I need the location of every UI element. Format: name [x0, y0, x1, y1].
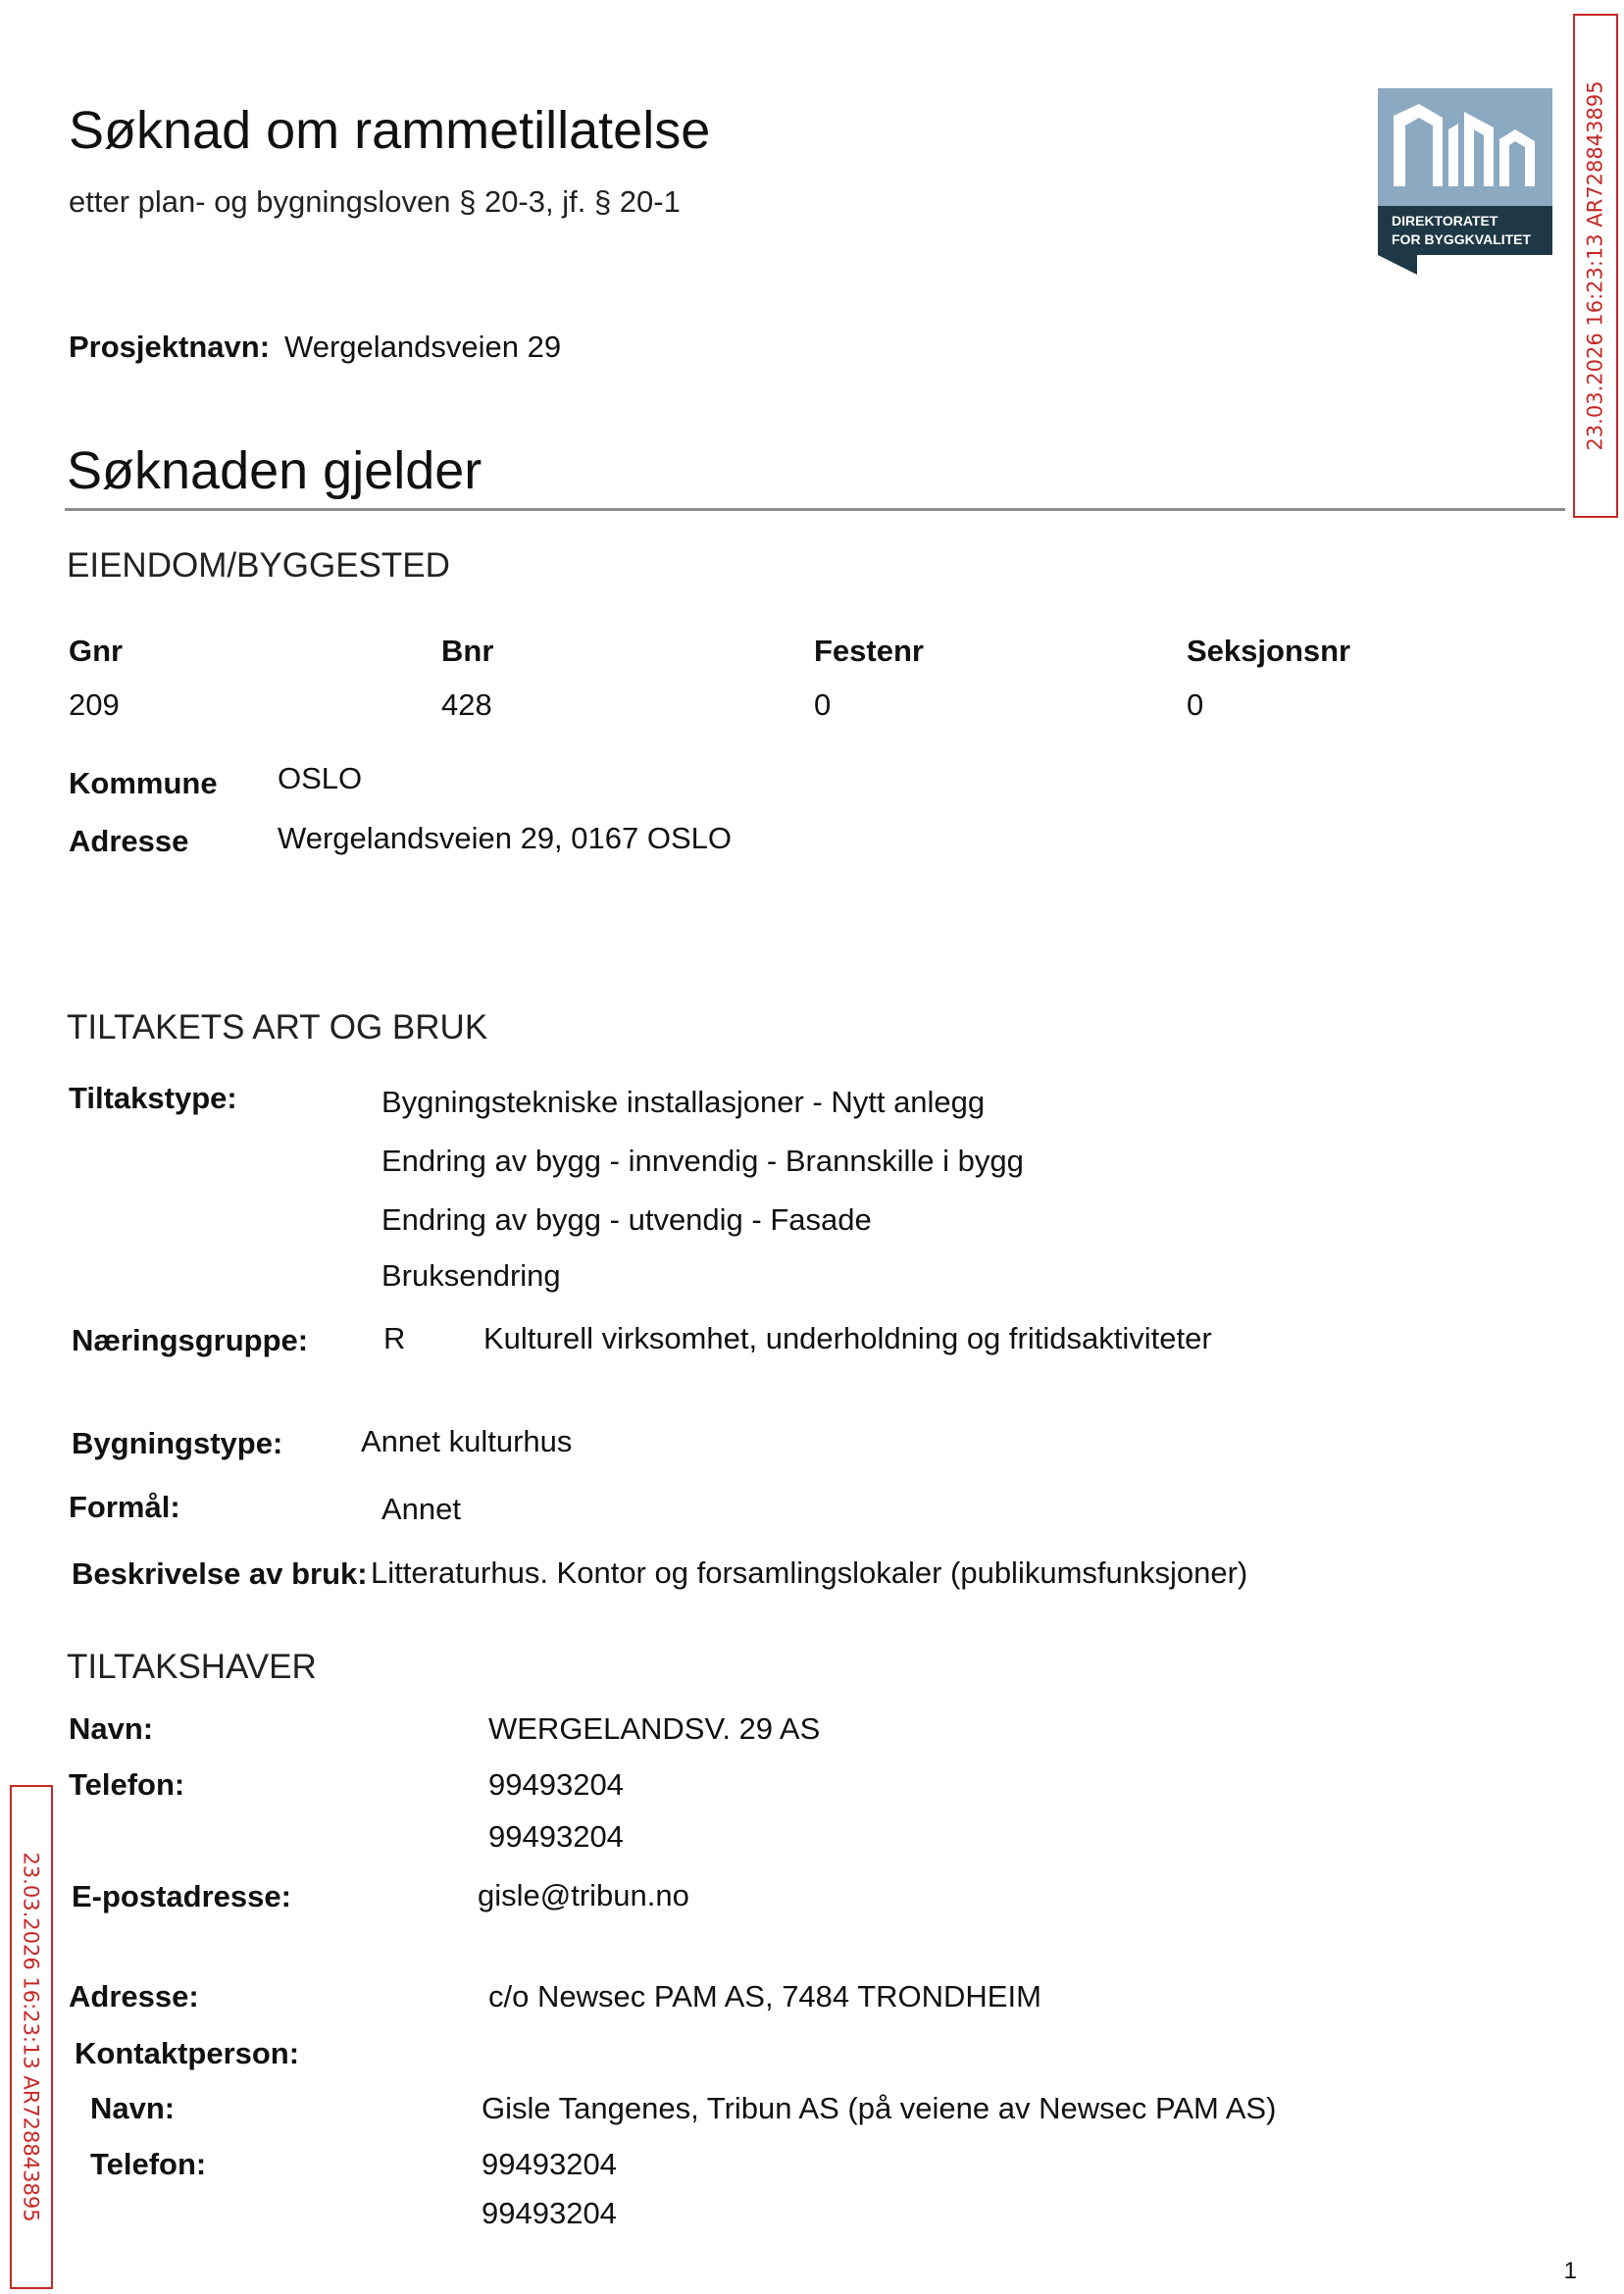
document-title: Søknad om rammetillatelse: [69, 101, 711, 160]
kontaktperson-label: Kontaktperson:: [75, 2036, 300, 2070]
document-subtitle: etter plan- og bygningsloven § 20-3, jf. § 20-1: [69, 184, 681, 219]
naeringsgruppe-label: Næringsgruppe:: [72, 1323, 309, 1357]
timestamp-stamp-top: [1573, 14, 1618, 518]
beskrivelse-value: Litteraturhus. Kontor og forsamlingslokaler (publikumsfunksjoner): [371, 1555, 1248, 1590]
project-value: Wergelandsveien 29: [284, 330, 562, 364]
kontakt-telefon-value: 99493204: [482, 2196, 617, 2230]
stamp-text: 23.03.2026 16:23:13 AR728843895: [1584, 80, 1608, 451]
adresse-value: Wergelandsveien 29, 0167 OSLO: [278, 821, 733, 855]
bnr-value: 428: [441, 688, 492, 722]
bygningstype-label: Bygningstype:: [72, 1426, 283, 1460]
tiltakstype-item: Bruksendring: [381, 1258, 561, 1293]
tiltakstype-label: Tiltakstype:: [69, 1081, 237, 1115]
kommune-label: Kommune: [69, 766, 218, 800]
col-header-festenr: Festenr: [814, 634, 924, 668]
bygningstype-value: Annet kulturhus: [361, 1424, 573, 1458]
tiltakstype-item: Endring av bygg - utvendig - Fasade: [381, 1202, 872, 1237]
navn-label: Navn:: [69, 1711, 154, 1746]
stamp-text: 23.03.2026 16:23:13 AR728843895: [20, 1852, 44, 2222]
section-divider: [65, 508, 1565, 511]
timestamp-stamp-side: [10, 1785, 53, 2289]
adresse-label: Adresse: [69, 824, 189, 858]
tiltak-heading: TILTAKETS ART OG BRUK: [67, 1008, 488, 1046]
tiltakshaver-adresse-value: c/o Newsec PAM AS, 7484 TRONDHEIM: [488, 1979, 1041, 2014]
telefon-value: 99493204: [488, 1767, 624, 1802]
kommune-value: OSLO: [278, 761, 363, 795]
formal-label: Formål:: [69, 1490, 180, 1524]
col-header-seksjonsnr: Seksjonsnr: [1187, 634, 1351, 668]
tiltakstype-item: Bygningstekniske installasjoner - Nytt anlegg: [381, 1085, 986, 1119]
naeringsgruppe-text: Kulturell virksomhet, underholdning og fritidsaktiviteter: [483, 1321, 1212, 1355]
section-heading: Søknaden gjelder: [67, 441, 482, 500]
tiltakstype-item: Endring av bygg - innvendig - Brannskille i bygg: [381, 1144, 1024, 1178]
tiltakshaver-heading: TILTAKSHAVER: [67, 1648, 317, 1686]
seksjonsnr-value: 0: [1187, 688, 1204, 722]
naeringsgruppe-code: R: [383, 1321, 406, 1355]
page-number: 1: [1563, 2258, 1577, 2284]
telefon-label: Telefon:: [69, 1767, 185, 1802]
col-header-gnr: Gnr: [69, 634, 124, 668]
epost-value: gisle@tribun.no: [478, 1878, 689, 1912]
gnr-value: 209: [69, 688, 120, 722]
telefon-value: 99493204: [488, 1819, 624, 1854]
dibk-logo: [1378, 88, 1552, 275]
logo-line2: FOR BYGGKVALITET: [1392, 231, 1532, 247]
navn-value: WERGELANDSV. 29 AS: [488, 1711, 821, 1746]
kontakt-navn-value: Gisle Tangenes, Tribun AS (på veiene av Newsec PAM AS): [482, 2091, 1277, 2125]
project-label: Prosjektnavn:: [69, 330, 271, 364]
kontakt-telefon-value: 99493204: [482, 2147, 617, 2181]
festenr-value: 0: [814, 688, 832, 722]
logo-line1: DIREKTORATET: [1392, 213, 1498, 229]
tiltakshaver-adresse-label: Adresse:: [69, 1979, 199, 2014]
epost-label: E-postadresse:: [72, 1879, 291, 1913]
col-header-bnr: Bnr: [441, 634, 494, 668]
kontakt-telefon-label: Telefon:: [90, 2147, 207, 2181]
eiendom-heading: EIENDOM/BYGGESTED: [67, 546, 450, 585]
beskrivelse-label: Beskrivelse av bruk:: [72, 1556, 368, 1591]
kontakt-navn-label: Navn:: [90, 2091, 176, 2125]
formal-value: Annet: [381, 1492, 462, 1526]
